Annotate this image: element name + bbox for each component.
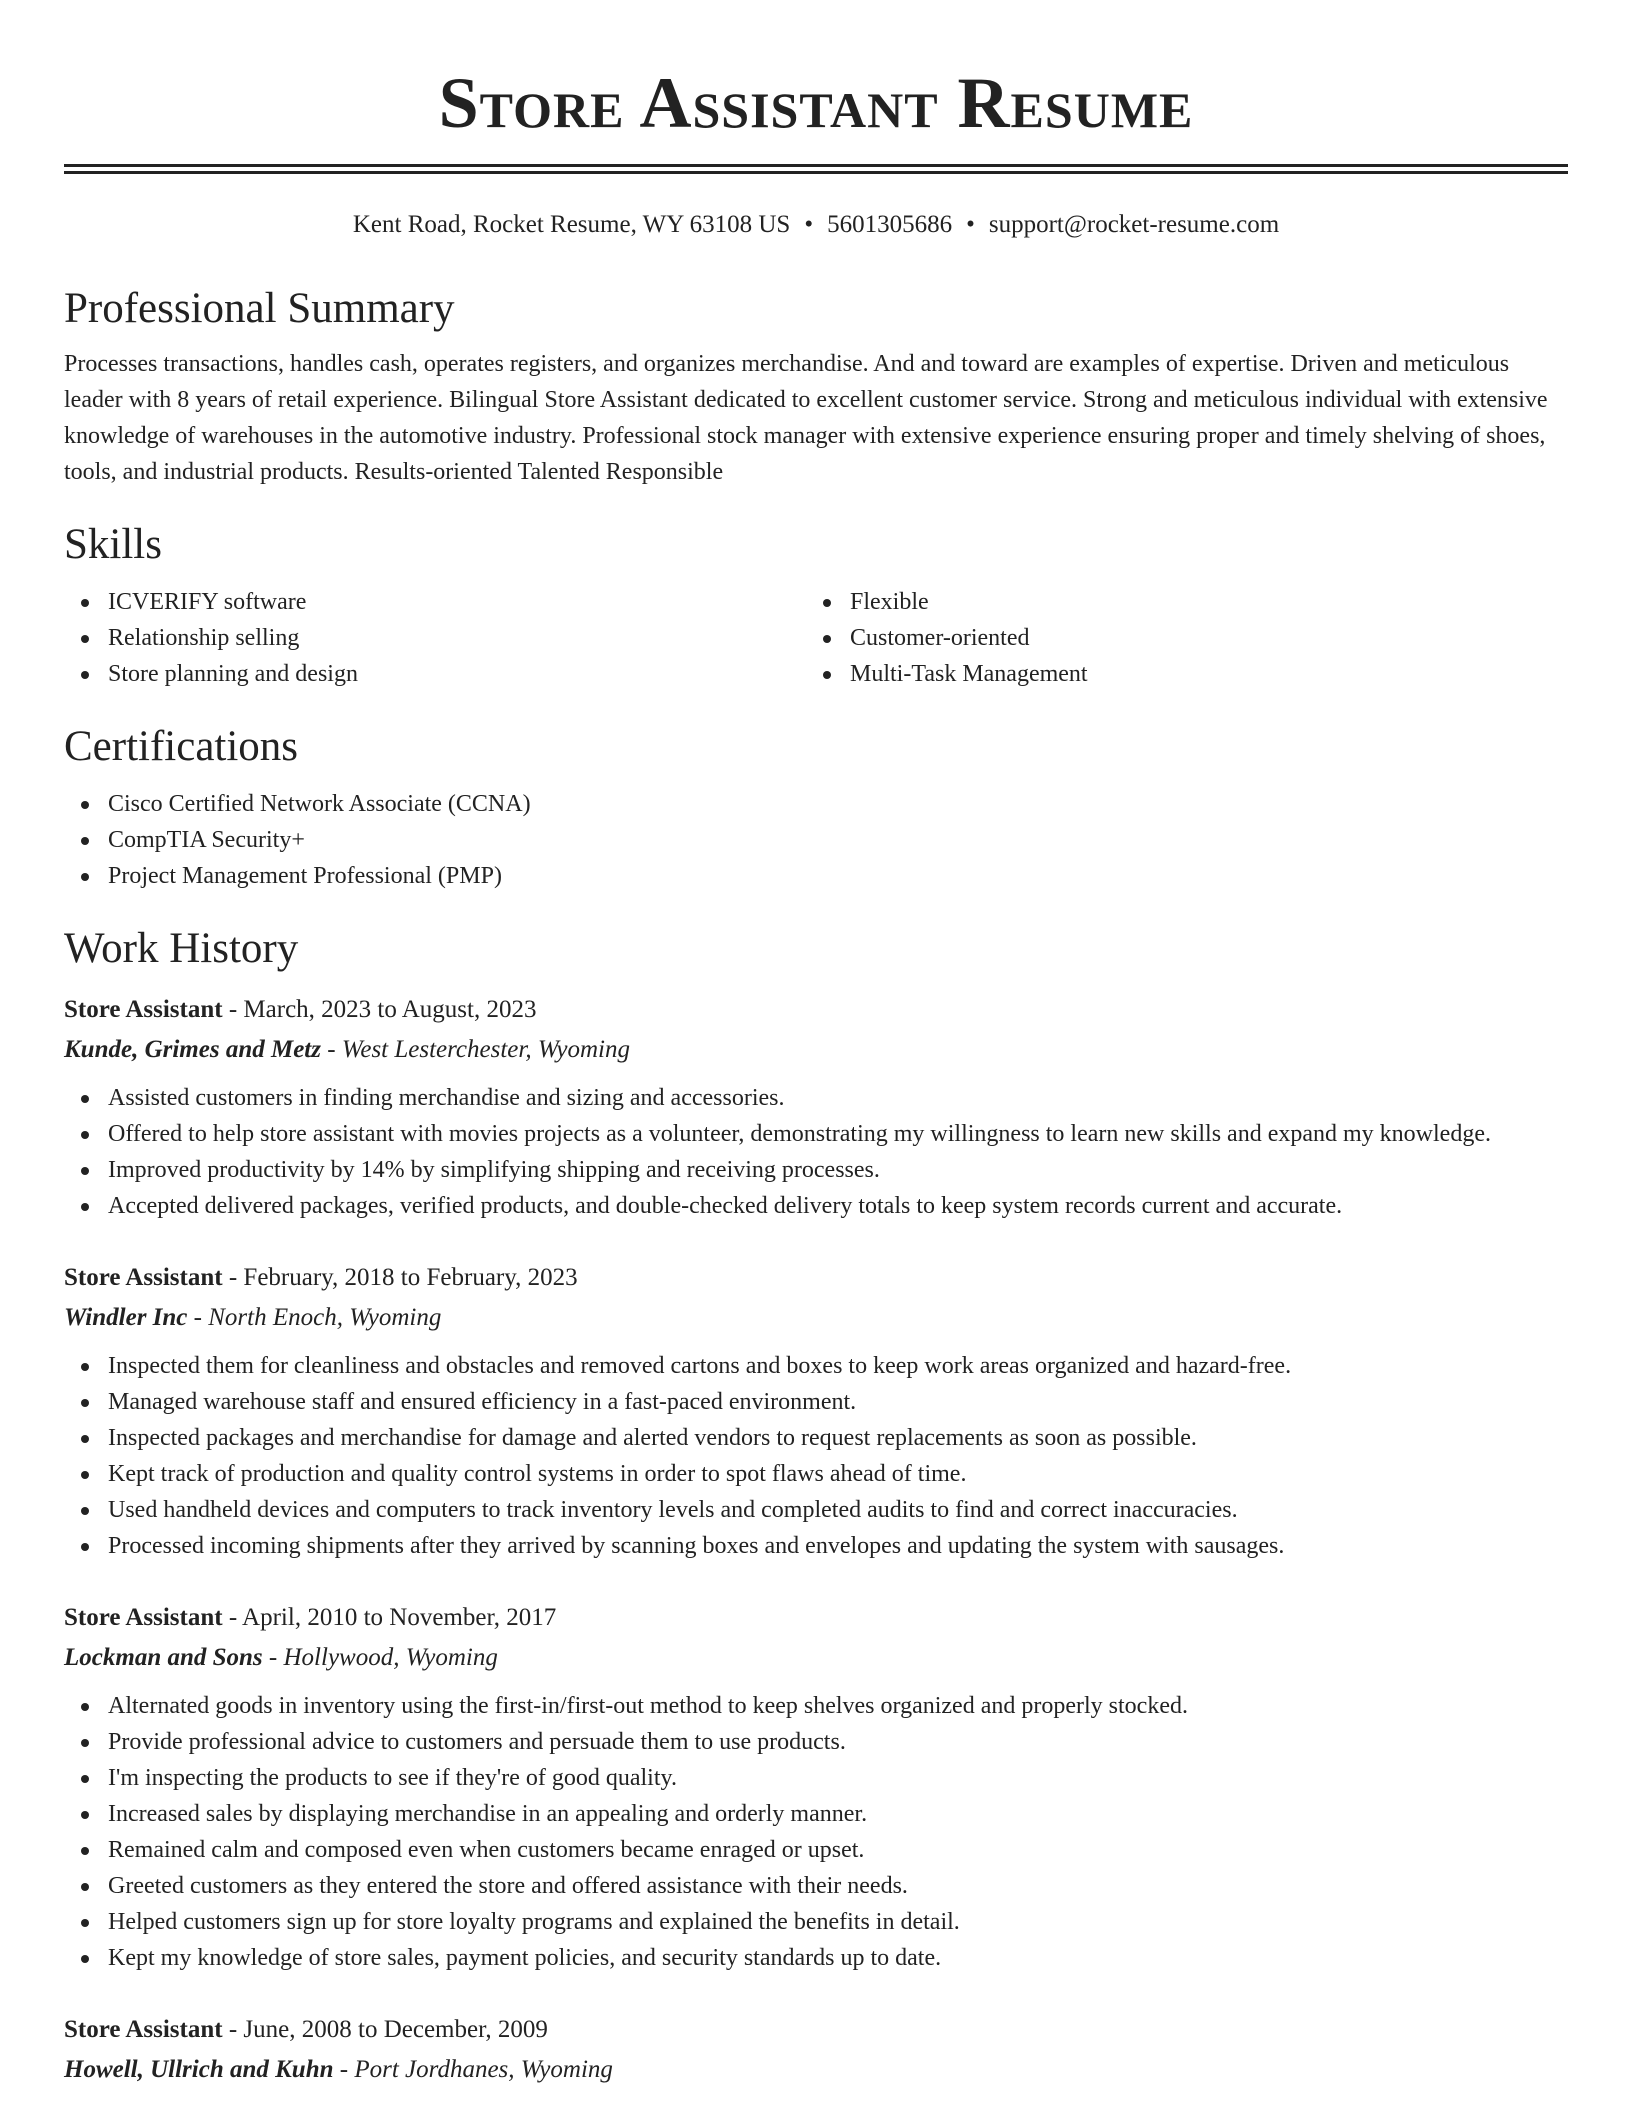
- job-bullet: I'm inspecting the products to see if they're of good quality.: [64, 1760, 1568, 1796]
- job-title-line: [64, 2010, 1568, 2050]
- job-dash: -: [187, 1304, 209, 1331]
- job-dash: -: [333, 2056, 355, 2083]
- contact-phone: 5601305686: [827, 211, 953, 238]
- job-bullet: Assisted customers in finding merchandise and sizing and accessories.: [64, 1080, 1568, 1116]
- job-location: Hollywood, Wyoming: [283, 1644, 498, 1671]
- skill-item: Store planning and design: [64, 656, 806, 692]
- certification-item: Cisco Certified Network Associate (CCNA): [64, 786, 1568, 822]
- job-company: Windler Inc: [64, 1304, 188, 1331]
- job-bullet: Alternated goods in inventory using the first-in/first-out method to keep shelves organized and properly stocked.: [64, 1688, 1568, 1724]
- summary-text: Processes transactions, handles cash, operates registers, and organizes merchandise. And and toward are examples of expertise. Driven and meticulous leader with 8 years of retail experience. Bilingual Store Assistant dedicated to excellent customer service. Strong and meticulous individual with extensive knowledge of warehouses in the automotive industry. Professional stock manager with extensive experience ensuring proper and timely shelving of shoes, tools, and industrial products. Results-oriented Talented Responsible: [64, 351, 1548, 485]
- job-title-line: [64, 1258, 1568, 1298]
- job-dash: -: [222, 2016, 244, 2043]
- job-bullet: Used handheld devices and computers to track inventory levels and completed audits to find and correct inaccuracies.: [64, 1492, 1568, 1528]
- skill-item: Flexible: [806, 584, 1548, 620]
- skills-section: [64, 518, 1568, 692]
- summary-section: [64, 282, 1568, 490]
- job-bullet: Inspected packages and merchandise for damage and alerted vendors to request replacements as soon as possible.: [64, 1420, 1568, 1456]
- contact-separator: •: [804, 211, 814, 238]
- job-company-line: [64, 1030, 1568, 1070]
- job-bullet: Accepted delivered packages, verified products, and double-checked delivery totals to keep system records current and accurate.: [64, 1188, 1568, 1224]
- job-location: Port Jordhanes, Wyoming: [354, 2056, 613, 2083]
- contact-email: support@rocket-resume.com: [988, 211, 1280, 238]
- job-bullet: Helped customers sign up for store loyalty programs and explained the benefits in detail.: [64, 1904, 1568, 1940]
- job-bullets: [64, 1348, 1568, 1564]
- resume-title: Store Assistant Resume: [438, 63, 1194, 143]
- skills-list-right: [806, 584, 1548, 692]
- job-dash: -: [262, 1644, 284, 1671]
- summary-heading: Professional Summary: [64, 285, 455, 332]
- job-dash: -: [222, 996, 244, 1023]
- job-company-line: [64, 1298, 1568, 1338]
- job-bullet: Processed incoming shipments after they arrived by scanning boxes and envelopes and updating the system with sausages.: [64, 1528, 1568, 1564]
- skills-heading: Skills: [64, 521, 162, 568]
- job-entry: [64, 990, 1568, 1224]
- certification-item: CompTIA Security+: [64, 822, 1568, 858]
- job-dash: -: [320, 1036, 342, 1063]
- job-company: Kunde, Grimes and Metz: [64, 1036, 321, 1063]
- skill-item: Relationship selling: [64, 620, 806, 656]
- certifications-heading: Certifications: [64, 723, 299, 770]
- job-dates: February, 2018 to February, 2023: [243, 1264, 578, 1291]
- contact-separator: •: [966, 211, 975, 238]
- job-dates: June, 2008 to December, 2009: [243, 2016, 548, 2043]
- job-bullets: [64, 1688, 1568, 1976]
- job-dash: -: [222, 1264, 244, 1291]
- job-dash: -: [222, 1604, 243, 1631]
- job-location: West Lesterchester, Wyoming: [341, 1036, 630, 1063]
- skill-item: Customer-oriented: [806, 620, 1548, 656]
- job-bullets: [64, 1080, 1568, 1224]
- job-company-line: [64, 1638, 1568, 1678]
- title-divider: [64, 164, 1568, 174]
- job-entry: [64, 1598, 1568, 1976]
- job-title: Store Assistant: [64, 996, 223, 1023]
- job-bullet: Greeted customers as they entered the store and offered assistance with their needs.: [64, 1868, 1568, 1904]
- job-bullet: Kept my knowledge of store sales, payment policies, and security standards up to date.: [64, 1940, 1568, 1976]
- skill-item: ICVERIFY software: [64, 584, 806, 620]
- job-bullet: Provide professional advice to customers and persuade them to use products.: [64, 1724, 1568, 1760]
- job-title: Store Assistant: [64, 1604, 223, 1631]
- job-bullet: Increased sales by displaying merchandise in an appealing and orderly manner.: [64, 1796, 1568, 1832]
- contact-line: [64, 208, 1568, 242]
- skills-columns: [64, 584, 1568, 692]
- job-company: Lockman and Sons: [64, 1644, 263, 1671]
- job-bullet: Remained calm and composed even when customers became enraged or upset.: [64, 1832, 1568, 1868]
- work-history-section: [64, 922, 1568, 2090]
- job-bullet: Kept track of production and quality control systems in order to spot flaws ahead of time.: [64, 1456, 1568, 1492]
- skill-item: Multi-Task Management: [806, 656, 1548, 692]
- certifications-list: [64, 786, 1568, 894]
- work-history-heading: Work History: [64, 925, 299, 972]
- job-entry: [64, 1258, 1568, 1564]
- contact-address: Kent Road, Rocket Resume, WY 63108 US: [352, 211, 791, 238]
- job-dates: April, 2010 to November, 2017: [242, 1604, 557, 1631]
- job-dates: March, 2023 to August, 2023: [243, 996, 537, 1023]
- resume-page: [64, 0, 1568, 2090]
- job-location: North Enoch, Wyoming: [208, 1304, 442, 1331]
- job-title-line: [64, 990, 1568, 1030]
- job-company: Howell, Ullrich and Kuhn: [64, 2056, 334, 2083]
- certification-item: Project Management Professional (PMP): [64, 858, 1568, 894]
- job-title-line: [64, 1598, 1568, 1638]
- job-title: Store Assistant: [64, 1264, 223, 1291]
- job-bullet: Improved productivity by 14% by simplifying shipping and receiving processes.: [64, 1152, 1568, 1188]
- skills-list-left: [64, 584, 806, 692]
- job-bullet: Inspected them for cleanliness and obstacles and removed cartons and boxes to keep work areas organized and hazard-free.: [64, 1348, 1568, 1384]
- job-company-line: [64, 2050, 1568, 2090]
- job-bullet: Managed warehouse staff and ensured efficiency in a fast-paced environment.: [64, 1384, 1568, 1420]
- certifications-section: [64, 720, 1568, 894]
- job-bullet: Offered to help store assistant with movies projects as a volunteer, demonstrating my willingness to learn new skills and expand my knowledge.: [64, 1116, 1568, 1152]
- job-title: Store Assistant: [64, 2016, 223, 2043]
- job-entry: [64, 2010, 1568, 2090]
